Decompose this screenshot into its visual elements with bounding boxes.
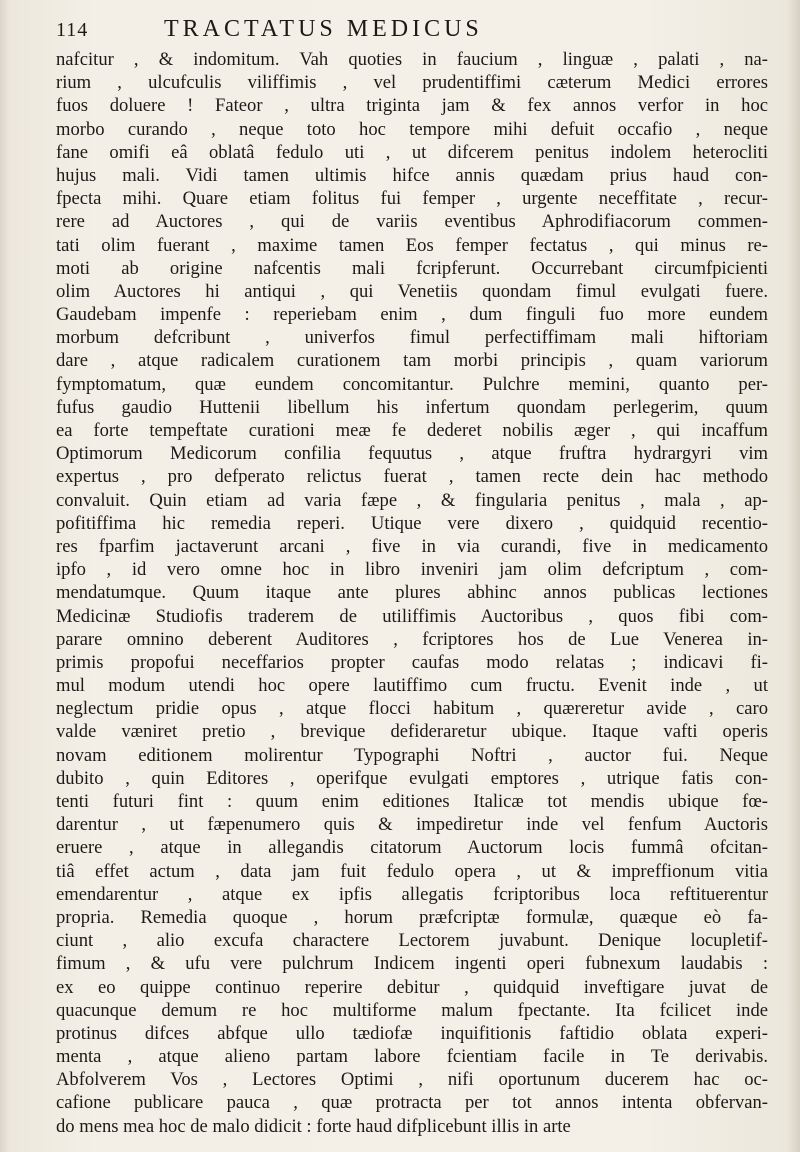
- text-line: propria. Remedia quoque , horum præfcriptæ formulæ, quæque eò fa-: [56, 906, 768, 928]
- text-line: moti ab origine nafcentis mali fcripferunt. Occurrebant circumfpicienti: [56, 257, 768, 279]
- text-line: fufus gaudio Huttenii libellum his infertum quondam perlegerim, quum: [56, 396, 768, 418]
- text-line: ipfo , id vero omne hoc in libro inveniri jam olim defcriptum , com-: [56, 559, 768, 581]
- text-line: ex eo quippe continuo reperire debitur , quidquid inveftigare juvat de: [56, 976, 768, 998]
- text-line: fimum , & ufu vere pulchrum Indicem ingenti operi fubnexum laudabis :: [56, 953, 768, 975]
- text-line: olim Auctores hi antiqui , qui Venetiis quondam fimul evulgati fuere.: [56, 280, 768, 302]
- text-line: protinus difces abfque ullo tædiofæ inquifitionis faftidio oblata experi-: [56, 1022, 768, 1044]
- text-line: fane omifi eâ oblatâ fedulo uti , ut difcerem penitus indolem heterocliti: [56, 141, 768, 163]
- text-line: ciunt , alio excufa charactere Lectorem juvabunt. Denique locupletif-: [56, 930, 768, 952]
- text-line: expertus , pro defperato relictus fuerat , tamen recte dein hac methodo: [56, 466, 768, 488]
- text-line: dare , atque radicalem curationem tam morbi principis , quam variorum: [56, 350, 768, 372]
- text-line: neglectum pridie opus , atque flocci habitum , quæreretur avide , caro: [56, 698, 768, 720]
- running-title: TRACTATUS MEDICUS: [164, 16, 483, 42]
- text-line: hujus mali. Vidi tamen ultimis hifce annis quædam prius haud con-: [56, 164, 768, 186]
- text-line: quacunque demum re hoc multiforme malum fpectante. Ita fcilicet inde: [56, 999, 768, 1021]
- text-line: Gaudebam impenfe : reperiebam enim , dum finguli fuo more eundem: [56, 304, 768, 326]
- text-line: fymptomatum, quæ eundem concomitantur. Pulchre memini, quanto per-: [56, 373, 768, 395]
- text-line: eruere , atque in allegandis citatorum Auctorum locis fummâ ofcitan-: [56, 837, 768, 859]
- text-line: nafcitur , & indomitum. Vah quoties in faucium , linguæ , palati , na-: [56, 49, 768, 70]
- text-line: tenti futuri fint : quum enim editiones Italicæ tot mendis ubique fœ-: [56, 791, 768, 812]
- text-line: menta , atque alieno partam labore fcientiam facile in Te derivabis.: [56, 1046, 768, 1068]
- text-line: pofitiffima hic remedia reperi. Utique vere dixero , quidquid recentio-: [56, 512, 768, 534]
- text-line: emendarentur , atque ex ipfis allegatis fcriptoribus loca reftituerentur: [56, 883, 768, 905]
- page-number: 114: [56, 19, 89, 41]
- text-line: tati olim fuerant , maxime tamen Eos femper fectatus , qui minus re-: [56, 234, 768, 256]
- text-line: morbum defcribunt , univerfos fimul perfectiffimam mali hiftoriam: [56, 327, 768, 349]
- text-line: rium , ulcufculis viliffimis , vel prudentiffimi cæterum Medici errores: [56, 72, 768, 94]
- text-line: ea forte tempeftate curationi meæ fe dederet nobilis æger , qui incaffum: [56, 420, 768, 441]
- text-line: dubito , quin Editores , operifque evulgati emptores , utrique fatis con-: [56, 767, 768, 789]
- text-line: fuos doluere ! Fateor , ultra triginta jam & fex annos verfor in hoc: [56, 95, 768, 117]
- text-line: do mens mea hoc de malo didicit : forte haud difplicebunt illis in arte: [56, 1115, 571, 1137]
- text-line: cafione publicare pauca , quæ protracta per tot annos intenta obfervan-: [56, 1092, 768, 1114]
- text-line: Medicinæ Studiofis traderem de utiliffimis Auctoribus , quos fibi com-: [56, 605, 768, 627]
- text-line: tiâ effet actum , data jam fuit fedulo opera , ut & impreffionum vitia: [56, 860, 768, 882]
- text-line: Optimorum Medicorum confilia fequutus , atque fruftra hydrargyri vim: [56, 443, 768, 465]
- text-line: novam editionem molirentur Typographi Noftri , auctor fui. Neque: [56, 744, 768, 766]
- page-edge-shadow: [786, 0, 800, 1152]
- body-text: [56, 48, 768, 1138]
- text-line: rere ad Auctores , qui de variis eventibus Aphrodifiacorum commen-: [56, 211, 768, 233]
- text-line: convaluit. Quin etiam ad varia fæpe , & fingularia penitus , mala , ap-: [56, 489, 768, 511]
- page-header: [56, 16, 766, 46]
- text-line: mendatumque. Quum itaque ante plures abhinc annos publicas lectiones: [56, 582, 768, 604]
- text-line: mul modum utendi hoc opere lautiffimo cum fructu. Evenit inde , ut: [56, 675, 768, 697]
- text-line: valde væniret pretio , brevique defideraretur ubique. Itaque vafti operis: [56, 721, 768, 743]
- text-line: primis propofui neceffarios propter caufas modo relatas ; indicavi fi-: [56, 651, 768, 673]
- page-gutter-shadow: [0, 0, 10, 1152]
- text-line: parare omnino deberent Auditores , fcriptores hos de Lue Venerea in-: [56, 628, 768, 650]
- text-line: res fparfim jactaverunt arcani , five in via curandi, five in medicamento: [56, 535, 768, 557]
- text-line: fpecta mihi. Quare etiam folitus fui femper , urgente neceffitate , recur-: [56, 188, 768, 210]
- text-line: Abfolverem Vos , Lectores Optimi , nifi oportunum ducerem hac oc-: [56, 1069, 768, 1091]
- text-line: darentur , ut fæpenumero quis & impediretur inde vel fenfum Auctoris: [56, 814, 768, 836]
- text-line: morbo curando , neque toto hoc tempore mihi defuit occafio , neque: [56, 118, 768, 140]
